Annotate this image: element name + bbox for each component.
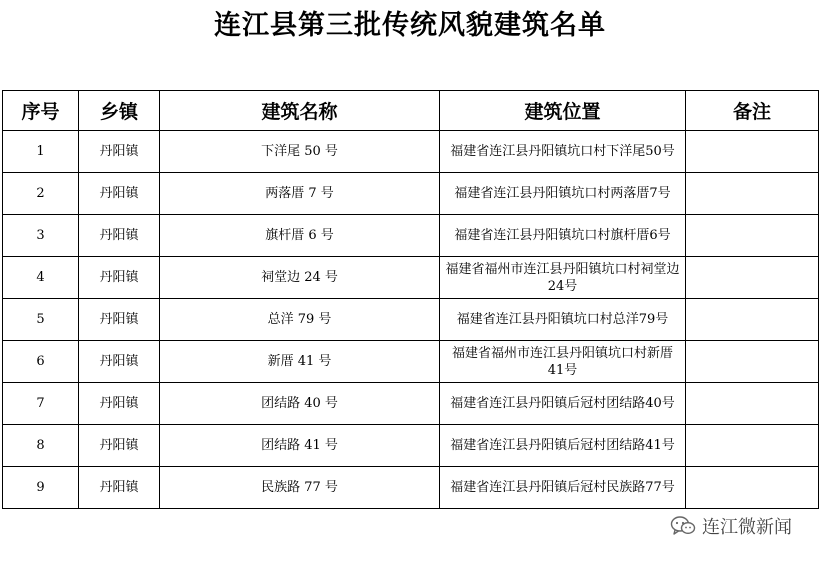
cell-remarks (686, 467, 819, 509)
cell-building-name: 总洋 79 号 (160, 299, 440, 341)
cell-building-location: 福建省连江县丹阳镇后冠村团结路41号 (440, 425, 686, 467)
cell-town: 丹阳镇 (79, 173, 160, 215)
cell-serial-number: 5 (3, 299, 79, 341)
cell-town: 丹阳镇 (79, 467, 160, 509)
cell-serial-number: 9 (3, 467, 79, 509)
cell-serial-number: 8 (3, 425, 79, 467)
page-title: 连江县第三批传统风貌建筑名单 (214, 10, 606, 41)
table-row (3, 299, 819, 341)
cell-building-name: 旗杆厝 6 号 (160, 215, 440, 257)
cell-building-location: 福建省连江县丹阳镇坑口村总洋79号 (440, 299, 686, 341)
watermark (670, 512, 792, 540)
cell-building-location: 福建省连江县丹阳镇坑口村下洋尾50号 (440, 131, 686, 173)
cell-serial-number: 4 (3, 257, 79, 299)
table-row (3, 131, 819, 173)
header-serial-number: 序号 (3, 91, 79, 131)
cell-building-location: 福建省连江县丹阳镇坑口村旗杆厝6号 (440, 215, 686, 257)
cell-town: 丹阳镇 (79, 257, 160, 299)
cell-building-name: 团结路 40 号 (160, 383, 440, 425)
table-row (3, 383, 819, 425)
cell-building-name: 两落厝 7 号 (160, 173, 440, 215)
cell-serial-number: 7 (3, 383, 79, 425)
cell-serial-number: 1 (3, 131, 79, 173)
cell-building-location: 福建省连江县丹阳镇坑口村两落厝7号 (440, 173, 686, 215)
cell-building-location: 福建省福州市连江县丹阳镇坑口村祠堂边24号 (440, 257, 686, 299)
cell-town: 丹阳镇 (79, 383, 160, 425)
table-row (3, 341, 819, 383)
cell-serial-number: 2 (3, 173, 79, 215)
cell-remarks (686, 341, 819, 383)
cell-building-name: 民族路 77 号 (160, 467, 440, 509)
table-row (3, 257, 819, 299)
header-building-location: 建筑位置 (440, 91, 686, 131)
header-town: 乡镇 (79, 91, 160, 131)
wechat-icon (670, 515, 696, 537)
cell-town: 丹阳镇 (79, 131, 160, 173)
cell-remarks (686, 383, 819, 425)
cell-building-location: 福建省连江县丹阳镇后冠村团结路40号 (440, 383, 686, 425)
cell-building-location: 福建省连江县丹阳镇后冠村民族路77号 (440, 467, 686, 509)
watermark-text: 连江微新闻 (702, 517, 792, 538)
cell-serial-number: 6 (3, 341, 79, 383)
cell-remarks (686, 425, 819, 467)
table-row (3, 425, 819, 467)
cell-building-name: 祠堂边 24 号 (160, 257, 440, 299)
cell-remarks (686, 257, 819, 299)
header-building-name: 建筑名称 (160, 91, 440, 131)
table-row (3, 173, 819, 215)
cell-building-name: 下洋尾 50 号 (160, 131, 440, 173)
header-remarks: 备注 (686, 91, 819, 131)
cell-serial-number: 3 (3, 215, 79, 257)
cell-remarks (686, 131, 819, 173)
cell-remarks (686, 173, 819, 215)
cell-remarks (686, 215, 819, 257)
table-header-row (3, 91, 819, 131)
cell-town: 丹阳镇 (79, 425, 160, 467)
cell-building-location: 福建省福州市连江县丹阳镇坑口村新厝41号 (440, 341, 686, 383)
cell-town: 丹阳镇 (79, 215, 160, 257)
cell-building-name: 团结路 41 号 (160, 425, 440, 467)
table-row (3, 467, 819, 509)
cell-building-name: 新厝 41 号 (160, 341, 440, 383)
cell-remarks (686, 299, 819, 341)
building-list-table (2, 90, 819, 509)
cell-town: 丹阳镇 (79, 299, 160, 341)
cell-town: 丹阳镇 (79, 341, 160, 383)
table-row (3, 215, 819, 257)
